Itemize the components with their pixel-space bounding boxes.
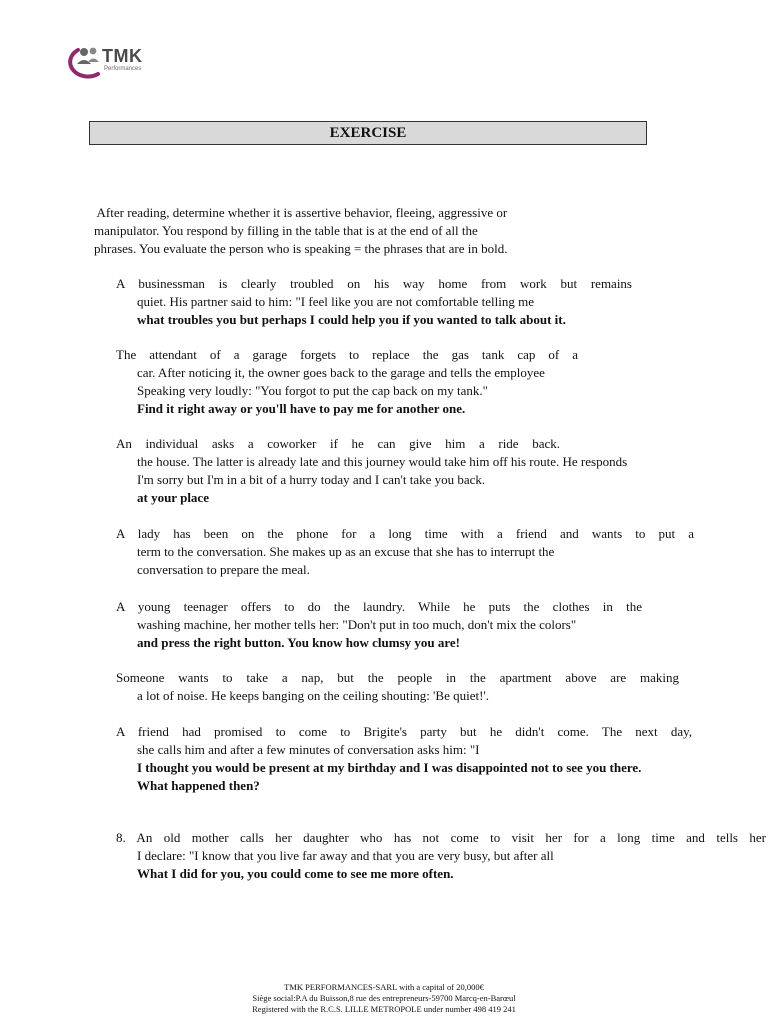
scenario-text: the house. The latter is already late and this journey would take him off his route. He responds	[137, 454, 628, 469]
scenario-5	[116, 598, 642, 652]
logo-wordmark: TMK	[102, 46, 143, 66]
scenario-bold-phrase: I thought you would be present at my birthday and I was disappointed not to see you there.	[137, 760, 642, 775]
instructions	[94, 204, 564, 258]
footer-company-line: TMK PERFORMANCES-SARL with a capital of 20,000€	[284, 982, 484, 992]
scenario-text: A young teenager offers to do the laundry. While he puts the clothes in the	[116, 599, 642, 614]
tmk-logo-icon	[64, 40, 104, 84]
scenario-bold-phrase: what troubles you but perhaps I could help you if you wanted to talk about it.	[137, 312, 566, 327]
page-footer	[0, 982, 768, 1015]
scenario-bold-phrase: at your place	[137, 490, 209, 505]
footer-registration-line: Registered with the R.C.S. LILLE METROPOLE under number 498 419 241	[252, 1004, 516, 1014]
exercise-title: EXERCISE	[89, 121, 647, 145]
scenario-text: An individual asks a coworker if he can give him a ride back.	[116, 436, 560, 451]
scenario-text: a lot of noise. He keeps banging on the ceiling shouting: 'Be quiet!'.	[137, 688, 490, 703]
instruction-line: phrases. You evaluate the person who is speaking = the phrases that are in bold.	[94, 241, 508, 256]
scenario-text: A lady has been on the phone for a long time with a friend and wants to put a	[116, 526, 694, 541]
scenario-text: 8. An old mother calls her daughter who has not come to visit her for a long time and tells her	[116, 830, 766, 845]
scenario-text: car. After noticing it, the owner goes back to the garage and tells the employee	[137, 365, 545, 380]
scenario-text: A friend had promised to come to Brigite's party but he didn't come. The next day,	[116, 724, 692, 739]
scenario-3	[116, 435, 628, 507]
scenario-text: quiet. His partner said to him: "I feel like you are not comfortable telling me	[137, 294, 534, 309]
scenario-2	[116, 346, 578, 418]
scenario-4	[116, 525, 694, 579]
company-logo	[64, 40, 156, 84]
scenario-1	[116, 275, 632, 329]
scenario-bold-phrase: Find it right away or you'll have to pay me for another one.	[137, 401, 466, 416]
footer-address-line: Siège social:P.A du Buisson,8 rue des entrepreneurs-59700 Marcq-en-Barœul	[252, 993, 516, 1003]
scenario-text: I'm sorry but I'm in a bit of a hurry today and I can't take you back.	[137, 472, 486, 487]
scenario-text: Speaking very loudly: "You forgot to put the cap back on my tank."	[137, 383, 488, 398]
scenario-6	[116, 669, 679, 705]
scenario-bold-phrase: and press the right button. You know how clumsy you are!	[137, 635, 461, 650]
scenario-8	[116, 829, 766, 883]
scenario-text: I declare: "I know that you live far away and that you are very busy, but after all	[137, 848, 554, 863]
instruction-line: After reading, determine whether it is assertive behavior, fleeing, aggressive or	[94, 205, 508, 220]
scenario-text: washing machine, her mother tells her: "Don't put in too much, don't mix the colors"	[137, 617, 577, 632]
instruction-line: manipulator. You respond by filling in the table that is at the end of all the	[94, 223, 478, 238]
scenario-bold-phrase: What happened then?	[137, 778, 260, 793]
scenario-text: Someone wants to take a nap, but the people in the apartment above are making	[116, 670, 679, 685]
scenario-text: she calls him and after a few minutes of conversation asks him: "I	[137, 742, 480, 757]
logo-tagline: Performances	[104, 66, 142, 72]
scenario-text: A businessman is clearly troubled on his way home from work but remains	[116, 276, 632, 291]
scenario-text: term to the conversation. She makes up as an excuse that she has to interrupt the	[137, 544, 555, 559]
scenario-bold-phrase: What I did for you, you could come to see me more often.	[137, 866, 454, 881]
scenario-text: conversation to prepare the meal.	[137, 562, 310, 577]
scenario-text: The attendant of a garage forgets to replace the gas tank cap of a	[116, 347, 578, 362]
scenario-7	[116, 723, 692, 795]
